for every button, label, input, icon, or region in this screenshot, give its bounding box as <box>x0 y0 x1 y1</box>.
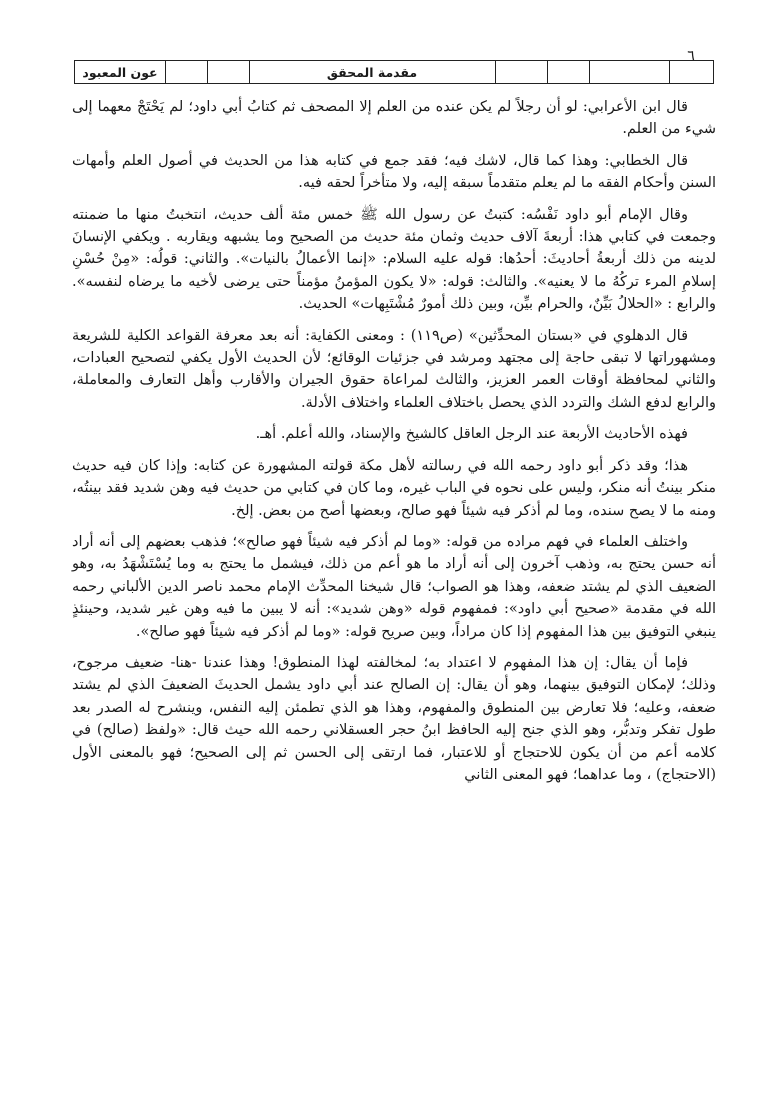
header-divider <box>589 61 590 83</box>
paragraph: قال الخطابي: وهذا كما قال، لاشك فيه؛ فقد جمع في كتابه هذا من الحديث في أصول العلم وأمهات السنن وأحكام الفقه ما لم يعلم متقدماً سبقه إليه، ولا متأخراً لحقه فيه. <box>72 152 716 192</box>
page-body <box>72 96 716 795</box>
section-title: مقدمة المحقق <box>326 64 418 80</box>
header-divider <box>495 61 496 83</box>
paragraph: وقال الإمام أبو داود نَفْسُه: كتبتُ عن رسول الله ﷺ خمس مئة ألف حديث، انتخبتُ منها ما ضمنته وجمعت في كتابي هذا: أربعةَ آلاف حديث وثمان مئة حديث من الصحيح وما يشبهه ويقاربه . ويكفي الإنسانَ لدينه من ذلك أربعةُ أحاديثَ: أحدُها: قوله عليه السلام: «إنما الأعمالُ بالنيات». والثاني: قولُه: «مِنْ حُسْنِ إسلامِ المرء تركُهُ ما لا يعنيه». والثالث: قوله: «لا يكون المؤمنُ مؤمناً حتى يرضى لأخيه ما يرضاه لنفسه». والرابع : «الحلالُ بَيِّنٌ، والحرام بيِّن، وبين ذلك أمورٌ مُشْتَبِهات» الحديث. <box>72 206 716 313</box>
paragraph: هذا؛ وقد ذكر أبو داود رحمه الله في رسالته لأهل مكة قولته المشهورة عن كتابه: وإذا كان فيه حديث منكر بينتُ أنه منكر، وليس على نحوه في الباب غيره، وما كان في كتابي من حديث فيه وهن شديد فقد بينتُه، ومنه ما لا يصح سنده، وما لم أذكر فيه شيئاً فهو صالح، وبعضها أصح من بعض. إلخ. <box>72 457 716 519</box>
paragraph: قال ابن الأعرابي: لو أن رجلاً لم يكن عنده من العلم إلا المصحف ثم كتابُ أبي داود؛ لم يَحْتَجْ معهما إلى شيء من العلم. <box>72 99 716 138</box>
header-divider <box>547 61 548 83</box>
paragraph: واختلف العلماء في فهم مراده من قوله: «وما لم أذكر فيه شيئاً فهو صالح»؛ فذهب بعضهم إلى أنه أراد أنه حسن يحتج به، وذهب آخرون إلى أنه أراد ما هو أعم من ذلك، فيشمل ما يحتج به وما يُسْتَشْهَدُ به، وهو الضعيف الذي لم يشتد ضعفه، وهذا هو الصواب؛ قال شيخنا المحدِّث الإمام محمد ناصر الدين الألباني رحمه الله في مقدمة «صحيح أبي داود»: فمفهوم قوله «وهن شديد»: أنه لا يبين ما فيه وهن غير شديد، وحينئذٍ ينبغي التوفيق بين هذا المفهوم إذا كان مراداً، وبين صريح قوله: «وما لم أذكر فيه شيئاً فهو صالح». <box>72 533 716 640</box>
page-number: ٦ <box>668 50 714 62</box>
header-divider <box>669 61 670 83</box>
running-header <box>74 60 714 84</box>
header-divider <box>165 61 166 83</box>
paragraph: قال الدهلوي في «بستان المحدِّثين» (ص١١٩) : ومعنى الكفاية: أنه بعد معرفة القواعد الكلية للشريعة ومشهوراتها لا تبقى حاجة إلى مجتهد ومرشد في جزئيات الوقائع؛ لأن الحديث الأول يكفي لتصحيح العبادات، والثاني لمحافظة أوقات العمر العزيز، والثالث لمراعاة حقوق الجيران والأقارب وأهل التعارف والمعاملة، والرابع لدفع الشك والتردد الذي يحصل باختلاف العلماء واختلاف الأدلة. <box>72 327 716 411</box>
book-title: عون المعبود <box>82 64 158 80</box>
header-divider <box>207 61 208 83</box>
paragraph: فهذه الأحاديث الأربعة عند الرجل العاقل كالشيخ والإسناد، والله أعلم. أهـ. <box>255 426 688 443</box>
paragraph: فإما أن يقال: إن هذا المفهوم لا اعتداد به؛ لمخالفته لهذا المنطوق! وهذا عندنا -هنا- ضعيف مرجوح، وذلك؛ لإمكان التوفيق بينهما، وهو أن يقال: إن الصالح عند أبي داود يشمل الحديثَ الضعيفَ الذي لم يشتد ضعفه، وعليه؛ فلا تعارض بين المنطوق والمفهوم، وهذا هو الذي تطمئن إليه النفس، وينشرح له الصدر بعد طول تفكر وتدبُّر، وهو الذي جنح إليه الحافظ ابنُ حجر العسقلاني رحمه الله حيث قال: «ولفظ (صالح) في كلامه أعم من أن يكون للاحتجاج أو للاعتبار، فما ارتقى إلى الحسن ثم إلى الصحيح؛ فهو بالمعنى الأول (الاحتجاج) ، وما عداهما؛ فهو المعنى الثاني <box>72 654 716 783</box>
